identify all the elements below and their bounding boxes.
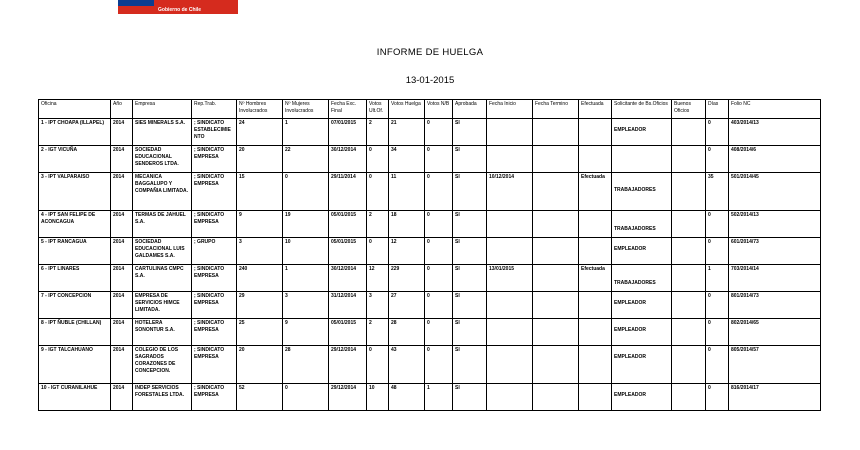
table-row: [39, 119, 821, 146]
col-header-votos-nb: Votos N/B: [425, 100, 453, 119]
cell-mujeres: 10: [283, 238, 329, 265]
cell-buenos: [672, 211, 706, 238]
cell-mujeres: 9: [283, 319, 329, 346]
cell-votos-nb: 0: [425, 119, 453, 146]
cell-hombres: 20: [237, 146, 283, 173]
cell-mujeres: 22: [283, 146, 329, 173]
cell-fecha-termino: [533, 119, 579, 146]
cell-empresa: SOCIEDAD EDUCACIONAL SENDEROS LTDA.: [133, 146, 192, 173]
gobierno-logo: [118, 0, 238, 14]
cell-fecha-inicio: [487, 211, 533, 238]
cell-aprobada: SI: [453, 346, 487, 384]
table-row: [39, 173, 821, 211]
cell-anio: 2014: [111, 319, 133, 346]
col-header-folio: Folio NC: [729, 100, 821, 119]
cell-hombres: 20: [237, 346, 283, 384]
cell-solicitante: EMPLEADOR: [612, 384, 672, 411]
col-header-mujeres: Nº Mujeres Involucrados: [283, 100, 329, 119]
cell-efectuada: [579, 211, 612, 238]
col-header-votos-huelga: Votos Huelga: [389, 100, 425, 119]
cell-fecha-inicio: [487, 319, 533, 346]
cell-dias: 0: [706, 238, 729, 265]
cell-mujeres: 3: [283, 292, 329, 319]
cell-rep: ; SINDICATO ESTABLECIMIENTO: [192, 119, 237, 146]
cell-buenos: [672, 346, 706, 384]
cell-hombres: 9: [237, 211, 283, 238]
col-header-fecha-exc: Fecha Exc. Final: [329, 100, 367, 119]
cell-anio: 2014: [111, 238, 133, 265]
cell-votos-huelga: 28: [389, 319, 425, 346]
cell-buenos: [672, 292, 706, 319]
cell-hombres: 15: [237, 173, 283, 211]
cell-hombres: 24: [237, 119, 283, 146]
table-row: [39, 346, 821, 384]
cell-folio: 802/2014/65: [729, 319, 821, 346]
cell-oficina: 6 - IPT LINARES: [39, 265, 111, 292]
cell-mujeres: 28: [283, 346, 329, 384]
cell-rep: ; SINDICATO EMPRESA: [192, 346, 237, 384]
logo-text: Gobierno de Chile: [118, 6, 238, 14]
cell-folio: 805/2014/57: [729, 346, 821, 384]
cell-dias: 1: [706, 265, 729, 292]
col-header-empresa: Empresa: [133, 100, 192, 119]
cell-oficina: 9 - IGT TALCAHUANO: [39, 346, 111, 384]
cell-fecha-exc: 31/12/2014: [329, 292, 367, 319]
cell-efectuada: [579, 346, 612, 384]
cell-votos-ult: 0: [367, 146, 389, 173]
cell-oficina: 10 - IGT CURANILAHUE: [39, 384, 111, 411]
cell-votos-ult: 10: [367, 384, 389, 411]
col-header-fecha-inicio: Fecha Inicio: [487, 100, 533, 119]
col-header-efectuada: Efectuada: [579, 100, 612, 119]
cell-fecha-exc: 05/01/2015: [329, 238, 367, 265]
cell-oficina: 8 - IPT ÑUBLE (CHILLAN): [39, 319, 111, 346]
cell-votos-nb: 0: [425, 146, 453, 173]
cell-solicitante: [612, 146, 672, 173]
cell-oficina: 5 - IPT RANCAGUA: [39, 238, 111, 265]
cell-empresa: CARTULINAS CMPC S.A.: [133, 265, 192, 292]
cell-solicitante: TRABAJADORES: [612, 211, 672, 238]
cell-fecha-exc: 29/12/2014: [329, 384, 367, 411]
cell-fecha-exc: 29/11/2014: [329, 173, 367, 211]
cell-dias: 0: [706, 319, 729, 346]
cell-solicitante: EMPLEADOR: [612, 346, 672, 384]
cell-buenos: [672, 238, 706, 265]
cell-mujeres: 19: [283, 211, 329, 238]
cell-fecha-termino: [533, 173, 579, 211]
report-title: INFORME DE HUELGA: [376, 47, 484, 58]
cell-aprobada: SI: [453, 173, 487, 211]
table-row: [39, 384, 821, 411]
col-header-votos-ult: Votos Ult.Of.: [367, 100, 389, 119]
cell-votos-ult: 2: [367, 319, 389, 346]
table-row: [39, 265, 821, 292]
cell-rep: ; SINDICATO EMPRESA: [192, 146, 237, 173]
cell-folio: 601/2014/73: [729, 238, 821, 265]
cell-votos-ult: 0: [367, 173, 389, 211]
col-header-solicitante: Solicitante de Bs.Oficios: [612, 100, 672, 119]
cell-fecha-termino: [533, 384, 579, 411]
cell-buenos: [672, 146, 706, 173]
cell-dias: 0: [706, 346, 729, 384]
cell-fecha-inicio: 13/01/2015: [487, 265, 533, 292]
cell-fecha-termino: [533, 346, 579, 384]
cell-empresa: SIES MINERALS S.A.: [133, 119, 192, 146]
cell-fecha-exc: 30/12/2014: [329, 265, 367, 292]
cell-aprobada: SI: [453, 265, 487, 292]
cell-fecha-termino: [533, 238, 579, 265]
cell-oficina: 1 - IPT CHOAPA (ILLAPEL): [39, 119, 111, 146]
cell-folio: 501/2014/45: [729, 173, 821, 211]
cell-efectuada: [579, 146, 612, 173]
cell-efectuada: [579, 119, 612, 146]
cell-fecha-exc: 30/12/2014: [329, 146, 367, 173]
cell-fecha-exc: 07/01/2015: [329, 119, 367, 146]
table-row: [39, 292, 821, 319]
cell-votos-huelga: 43: [389, 346, 425, 384]
cell-anio: 2014: [111, 346, 133, 384]
cell-folio: 801/2014/73: [729, 292, 821, 319]
cell-dias: 0: [706, 292, 729, 319]
cell-anio: 2014: [111, 292, 133, 319]
cell-votos-nb: 0: [425, 238, 453, 265]
col-header-rep-trab: Rep.Trab.: [192, 100, 237, 119]
cell-efectuada: [579, 292, 612, 319]
cell-oficina: 2 - IGT VICUÑA: [39, 146, 111, 173]
cell-votos-nb: 0: [425, 346, 453, 384]
cell-anio: 2014: [111, 384, 133, 411]
cell-votos-ult: 3: [367, 292, 389, 319]
cell-fecha-termino: [533, 146, 579, 173]
cell-solicitante: EMPLEADOR: [612, 319, 672, 346]
table-row: [39, 238, 821, 265]
col-header-aprobada: Aprobada: [453, 100, 487, 119]
cell-votos-huelga: 11: [389, 173, 425, 211]
cell-buenos: [672, 119, 706, 146]
cell-anio: 2014: [111, 119, 133, 146]
cell-empresa: MECANICA BAGGALUPO Y COMPAÑIA LIMITADA.: [133, 173, 192, 211]
cell-aprobada: SI: [453, 319, 487, 346]
cell-efectuada: [579, 384, 612, 411]
cell-votos-nb: 1: [425, 384, 453, 411]
cell-efectuada: Efectuada: [579, 173, 612, 211]
cell-folio: 816/2014/17: [729, 384, 821, 411]
cell-fecha-termino: [533, 265, 579, 292]
cell-solicitante: EMPLEADOR: [612, 119, 672, 146]
cell-empresa: INDEP SERVICIOS FORESTALES LTDA.: [133, 384, 192, 411]
report-date: 13-01-2015: [405, 75, 455, 86]
cell-folio: 502/2014/13: [729, 211, 821, 238]
cell-votos-ult: 12: [367, 265, 389, 292]
cell-dias: 0: [706, 384, 729, 411]
cell-votos-ult: 2: [367, 211, 389, 238]
cell-fecha-termino: [533, 292, 579, 319]
cell-aprobada: SI: [453, 146, 487, 173]
cell-fecha-exc: 29/12/2014: [329, 346, 367, 384]
cell-fecha-inicio: [487, 146, 533, 173]
cell-votos-nb: 0: [425, 265, 453, 292]
cell-fecha-termino: [533, 319, 579, 346]
cell-fecha-inicio: [487, 119, 533, 146]
table-header-row: [39, 100, 821, 119]
cell-votos-nb: 0: [425, 319, 453, 346]
cell-empresa: SOCIEDAD EDUCACIONAL LUIS GALDAMES S.A.: [133, 238, 192, 265]
cell-rep: ; SINDICATO EMPRESA: [192, 173, 237, 211]
table-row: [39, 319, 821, 346]
cell-fecha-inicio: [487, 238, 533, 265]
cell-buenos: [672, 265, 706, 292]
cell-efectuada: Efectuada: [579, 265, 612, 292]
cell-folio: 408/2014/6: [729, 146, 821, 173]
cell-hombres: 240: [237, 265, 283, 292]
cell-solicitante: TRABAJADORES: [612, 265, 672, 292]
cell-votos-nb: 0: [425, 173, 453, 211]
cell-folio: 403/2014/13: [729, 119, 821, 146]
cell-anio: 2014: [111, 265, 133, 292]
cell-fecha-inicio: [487, 292, 533, 319]
cell-mujeres: 0: [283, 384, 329, 411]
cell-solicitante: EMPLEADOR: [612, 238, 672, 265]
col-header-oficina: Oficina: [39, 100, 111, 119]
cell-buenos: [672, 173, 706, 211]
cell-votos-ult: 2: [367, 119, 389, 146]
cell-hombres: 29: [237, 292, 283, 319]
col-header-fecha-termino: Fecha Termino: [533, 100, 579, 119]
cell-rep: ; SINDICATO EMPRESA: [192, 292, 237, 319]
cell-votos-huelga: 34: [389, 146, 425, 173]
cell-buenos: [672, 319, 706, 346]
col-header-dias: Días: [706, 100, 729, 119]
cell-aprobada: SI: [453, 384, 487, 411]
cell-votos-ult: 0: [367, 238, 389, 265]
cell-fecha-termino: [533, 211, 579, 238]
cell-buenos: [672, 384, 706, 411]
table-row: [39, 146, 821, 173]
cell-rep: ; SINDICATO EMPRESA: [192, 384, 237, 411]
cell-aprobada: SI: [453, 211, 487, 238]
cell-rep: ; SINDICATO EMPRESA: [192, 265, 237, 292]
cell-aprobada: SI: [453, 238, 487, 265]
cell-efectuada: [579, 319, 612, 346]
cell-rep: ; SINDICATO EMPRESA: [192, 211, 237, 238]
cell-empresa: EMPRESA DE SERVICIOS HIMCE LIMITADA.: [133, 292, 192, 319]
cell-mujeres: 0: [283, 173, 329, 211]
cell-fecha-inicio: 10/12/2014: [487, 173, 533, 211]
cell-dias: 35: [706, 173, 729, 211]
cell-solicitante: TRABAJADORES: [612, 173, 672, 211]
cell-votos-huelga: 229: [389, 265, 425, 292]
cell-empresa: HOTELERA SONONTUR S.A.: [133, 319, 192, 346]
cell-dias: 0: [706, 211, 729, 238]
cell-empresa: COLEGIO DE LOS SAGRADOS CORAZONES DE CONCEPCION.: [133, 346, 192, 384]
cell-votos-huelga: 12: [389, 238, 425, 265]
cell-votos-huelga: 18: [389, 211, 425, 238]
cell-votos-huelga: 48: [389, 384, 425, 411]
cell-anio: 2014: [111, 211, 133, 238]
cell-empresa: TERMAS DE JAHUEL S.A.: [133, 211, 192, 238]
cell-efectuada: [579, 238, 612, 265]
cell-votos-huelga: 27: [389, 292, 425, 319]
cell-rep: ; SINDICATO EMPRESA: [192, 319, 237, 346]
cell-votos-nb: 0: [425, 292, 453, 319]
cell-hombres: 52: [237, 384, 283, 411]
cell-solicitante: EMPLEADOR: [612, 292, 672, 319]
col-header-anio: Año: [111, 100, 133, 119]
col-header-buenos-oficios: Buenos Oficios: [672, 100, 706, 119]
table-row: [39, 211, 821, 238]
cell-oficina: 4 - IPT SAN FELIPE DE ACONCAGUA: [39, 211, 111, 238]
cell-aprobada: SI: [453, 119, 487, 146]
cell-votos-huelga: 21: [389, 119, 425, 146]
cell-anio: 2014: [111, 173, 133, 211]
cell-fecha-inicio: [487, 346, 533, 384]
cell-fecha-inicio: [487, 384, 533, 411]
cell-anio: 2014: [111, 146, 133, 173]
strike-report-table: [38, 99, 821, 411]
cell-dias: 0: [706, 119, 729, 146]
cell-dias: 0: [706, 146, 729, 173]
cell-folio: 703/2014/14: [729, 265, 821, 292]
cell-oficina: 3 - IPT VALPARAISO: [39, 173, 111, 211]
cell-fecha-exc: 05/01/2015: [329, 319, 367, 346]
cell-hombres: 3: [237, 238, 283, 265]
cell-aprobada: SI: [453, 292, 487, 319]
cell-hombres: 25: [237, 319, 283, 346]
cell-rep: ; GRUPO: [192, 238, 237, 265]
cell-oficina: 7 - IPT CONCEPCION: [39, 292, 111, 319]
cell-votos-nb: 0: [425, 211, 453, 238]
cell-votos-ult: 0: [367, 346, 389, 384]
cell-fecha-exc: 05/01/2015: [329, 211, 367, 238]
cell-mujeres: 1: [283, 119, 329, 146]
col-header-hombres: Nº Hombres Involucrados: [237, 100, 283, 119]
cell-mujeres: 1: [283, 265, 329, 292]
